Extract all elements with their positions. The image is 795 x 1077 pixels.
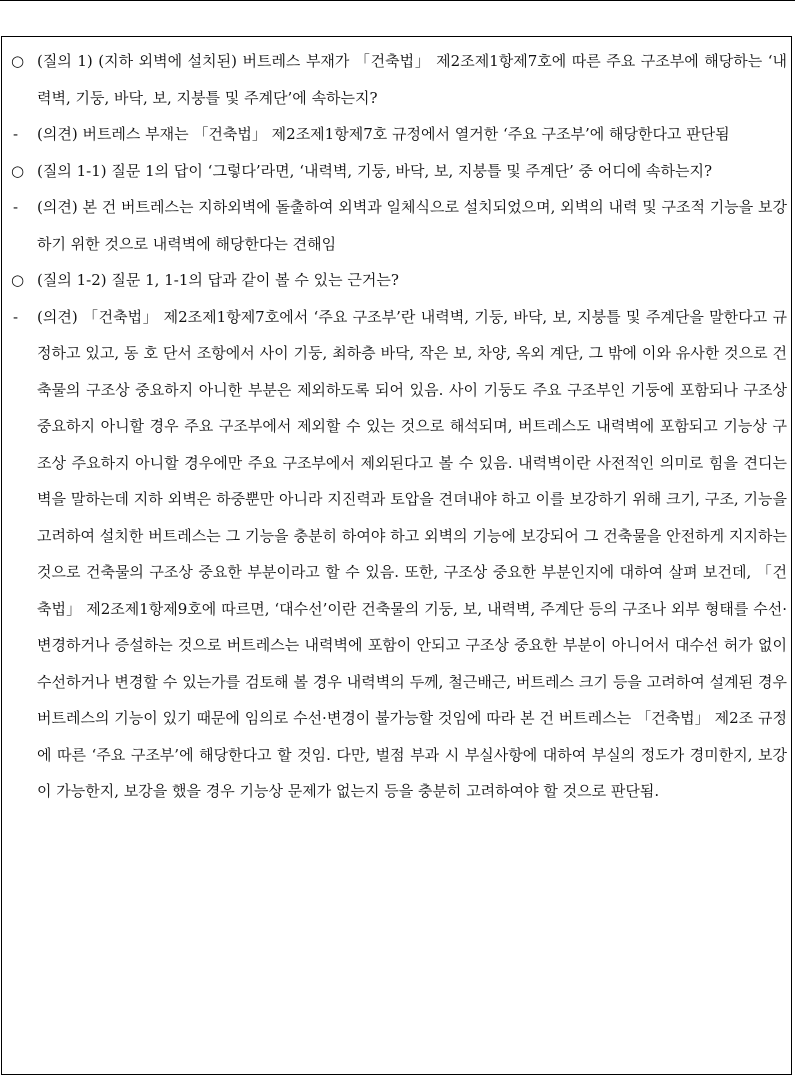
- opinion-text: (의견) 본 건 버트레스는 지하외벽에 돌출하여 외벽과 일체식으로 설치되었으며, 외벽의 내력 및 구조적 기능을 보강하기 위한 것으로 내력벽에 해당한다는 견해임: [37, 198, 787, 253]
- opinion-item: [11, 116, 787, 153]
- dash-bullet-icon: -: [13, 125, 19, 143]
- opinion-text: (의견) 버트레스 부재는 「건축법」 제2조제1항제7호 규정에서 열거한 ‘주요 구조부’에 해당한다고 판단됨: [37, 125, 730, 143]
- circle-bullet-icon: ○: [11, 52, 25, 70]
- top-rule: [0, 0, 795, 1]
- dash-bullet-icon: -: [13, 198, 19, 216]
- circle-bullet-icon: ○: [11, 271, 25, 289]
- dash-bullet-icon: -: [13, 307, 19, 326]
- opinion-item: [11, 189, 787, 262]
- opinion-item: [11, 299, 787, 810]
- question-text: (질의 1-1) 질문 1의 답이 ‘그렇다’라면, ‘내력벽, 기둥, 바닥, 보, 지붕틀 및 주계단’ 중 어디에 속하는지?: [37, 161, 713, 180]
- circle-bullet-icon: ○: [11, 161, 25, 180]
- question-item: [11, 153, 787, 190]
- question-text: (질의 1-2) 질문 1, 1-1의 답과 같이 볼 수 있는 근거는?: [37, 271, 399, 289]
- question-item: [11, 43, 787, 116]
- qa-content: [11, 43, 787, 810]
- question-text: (질의 1) (지하 외벽에 설치된) 버트레스 부재가 「건축법」 제2조제1항제7호에 따른 주요 구조부에 해당하는 ‘내력벽, 기둥, 바닥, 보, 지붕틀 및 주계단’에 속하는지?: [37, 52, 787, 107]
- question-item: [11, 262, 787, 299]
- opinion-text: (의견) 「건축법」 제2조제1항제7호에서 ‘주요 구조부’란 내력벽, 기둥, 바닥, 보, 지붕틀 및 주계단을 말한다고 규정하고 있고, 동 호 단서 조항에서 사이 기둥, 최하층 바닥, 작은 보, 차양, 옥외 계단, 그 밖에 이와 유사한 것으로 건축물의 구조상 중요하지 아니한 부분은 제외하도록 되어 있음. 사이 기둥도 주요 구조부인 기둥에 포함되나 구조상 중요하지 아니할 경우 주요 구조부에서 제외할 수 있는 것으로 해석되며, 버트레스도 내력벽에 포함되고 기능상 구조상 주요하지 아니할 경우에만 주요 구조부에서 제외된다고 볼 수 있음. 내력벽이란 사전적인 의미로 힘을 견디는 벽을 말하는데 지하 외벽은 하중뿐만 아니라 지진력과 토압을 견뎌내야 하고 이를 보강하기 위해 크기, 구조, 기능을 고려하여 설치한 버트레스는 그 기능을 충분히 하여야 하고 외벽의 기능에 보강되어 그 건축물을 안전하게 지지하는 것으로 건축물의 구조상 중요한 부분이라고 할 수 있음. 또한, 구조상 중요한 부분인지에 대하여 살펴 보건데, 「건축법」 제2조제1항제9호에 따르면, ‘대수선’이란 건축물의 기둥, 보, 내력벽, 주계단 등의 구조나 외부 형태를 수선·변경하거나 증설하는 것으로 버트레스는 내력벽에 포함이 안되고 구조상 중요한 부분이 아니어서 대수선 허가 없이 수선하거나 변경할 수 있는가를 검토해 볼 경우 내력벽의 두께, 철근배근, 버트레스 크기 등을 고려하여 설계된 경우 버트레스의 기능이 있기 때문에 임의로 수선·변경이 불가능할 것임에 따라 본 건 버트레스는 「건축법」 제2조 규정에 따른 ‘주요 구조부’에 해당한다고 할 것임. 다만, 벌점 부과 시 부실사항에 대하여 부실의 정도가 경미한지, 보강이 가능한지, 보강을 했을 경우 기능상 문제가 없는지 등을 충분히 고려하여야 할 것으로 판단됨.: [37, 307, 787, 800]
- document-box: [1, 36, 792, 1075]
